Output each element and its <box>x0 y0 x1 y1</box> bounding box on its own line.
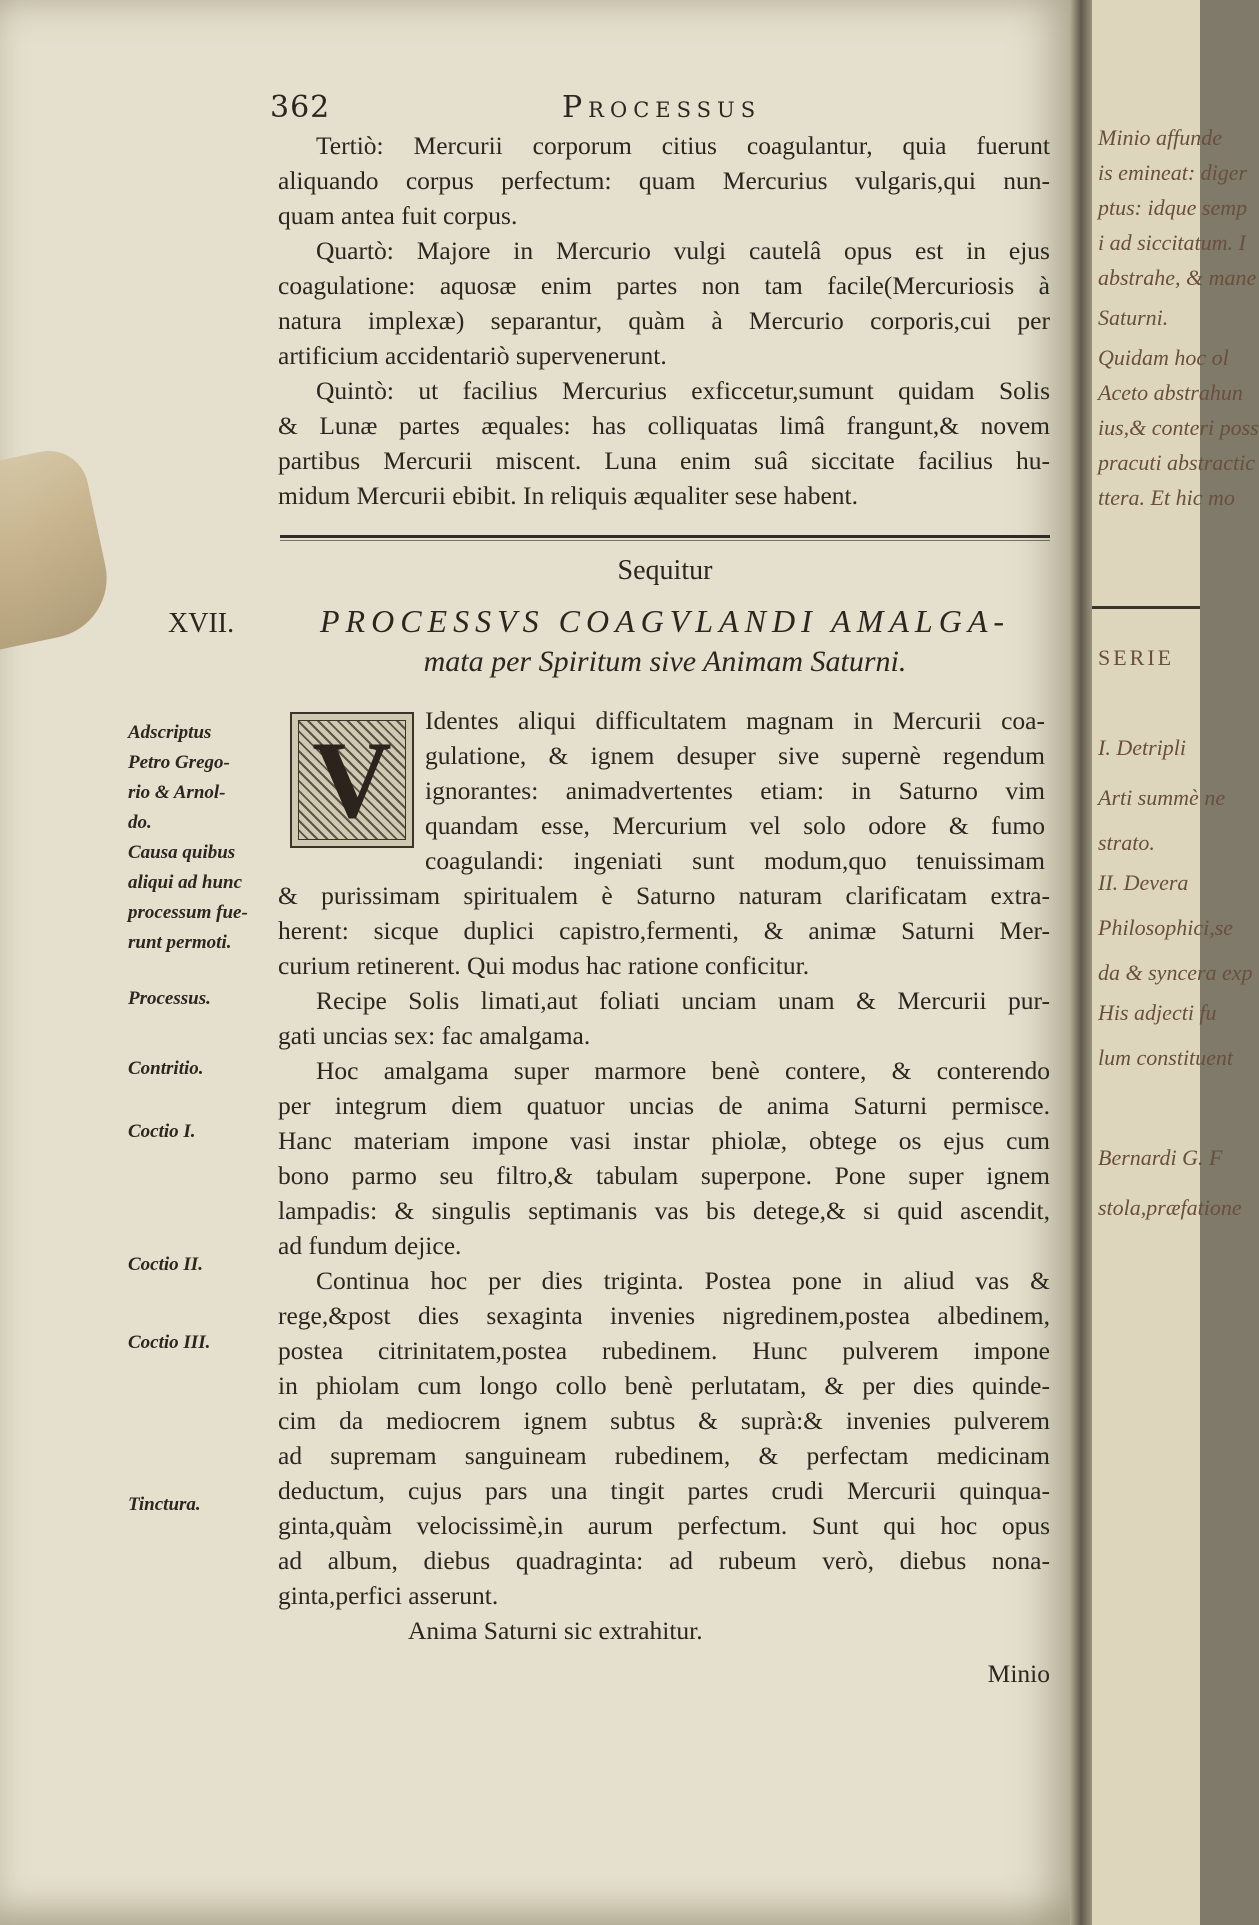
text-line: Quintò: ut facilius Mercurius exficcetur,sumunt quidam Solis <box>316 376 1050 405</box>
page-number: 362 <box>270 90 331 125</box>
text-line: herent: sicque duplici capistro,fermenti, & animæ Saturni Mer- <box>278 916 1050 945</box>
brush-artifact <box>0 444 118 652</box>
text-line: ad album, diebus quadraginta: ad rubeum verò, diebus nona- <box>278 1546 1050 1575</box>
facing-line: Philosophici,se <box>1098 915 1234 940</box>
text-line: quandam esse, Mercurium vel solo odore & fumo <box>425 811 1045 840</box>
text-line: gulatione, & ignem desuper sive supernè regendum <box>425 741 1045 770</box>
text-line: natura implexæ) separantur, quàm à Mercurio corporis,cui per <box>278 306 1050 335</box>
facing-heading: SERIE <box>1098 645 1175 670</box>
margin-note-coctio-1: Coctio I. <box>128 1121 196 1142</box>
facing-line: stola,præfatione <box>1098 1195 1242 1220</box>
facing-rule <box>1092 606 1200 609</box>
text-line: Tertiò: Mercurii corporum citius coagulantur, quia fuerunt <box>316 131 1050 160</box>
facing-line: His adjecti fu <box>1098 1000 1217 1025</box>
text-line: partibus Mercurii miscent. Luna enim suâ siccitate facilius hu- <box>278 446 1050 475</box>
section-intro: Sequitur <box>617 555 713 586</box>
margin-line: do. <box>128 812 152 833</box>
facing-line: ius,& conteri poss <box>1098 415 1259 440</box>
margin-line: Causa quibus <box>128 842 236 863</box>
body-text <box>278 878 1050 1691</box>
facing-line: Arti summè ne <box>1098 785 1226 810</box>
section-subtitle: mata per Spiritum sive Animam Saturni. <box>423 645 907 678</box>
ornamental-divider-thin <box>280 540 1050 541</box>
book-gutter <box>1070 0 1092 1925</box>
ornamental-divider <box>280 535 1050 538</box>
text-line: Continua hoc per dies triginta. Postea pone in aliud vas & <box>316 1266 1050 1295</box>
text-line: Hoc amalgama super marmore benè contere, & conterendo <box>316 1056 1050 1085</box>
text-line: & Lunæ partes æquales: has colliquatas limâ frangunt,& novem <box>278 411 1050 440</box>
facing-line: lum constituent <box>1098 1045 1234 1070</box>
section-title: PROCESSVS COAGVLANDI AMALGA- <box>320 603 1011 639</box>
text-line: artificium accidentariò supervenerunt. <box>278 341 667 370</box>
catchword: Minio <box>987 1659 1050 1688</box>
margin-line: Petro Grego- <box>128 752 230 773</box>
facing-page <box>1092 0 1259 1925</box>
margin-line: aliqui ad hunc <box>128 872 243 893</box>
margin-note-adscriptus <box>128 718 278 838</box>
margin-line: rio & Arnol- <box>128 782 226 803</box>
text-line: ginta,perfici asserunt. <box>278 1581 499 1610</box>
text-line: rege,&post dies sexaginta invenies nigredinem,postea albedinem, <box>278 1301 1050 1330</box>
text-line: postea citrinitatem,postea rubedinem. Hunc pulverem impone <box>278 1336 1050 1365</box>
text-line: bono parmo seu filtro,& tabulam superpone. Pone super ignem <box>278 1161 1050 1190</box>
text-line: per integrum diem quatuor uncias de anima Saturni permisce. <box>278 1091 1050 1120</box>
text-line: quam antea fuit corpus. <box>278 201 518 230</box>
facing-line: i ad siccitatum. I <box>1098 230 1246 255</box>
margin-note-coctio-3: Coctio III. <box>128 1332 211 1353</box>
text-line: aliquando corpus perfectum: quam Mercurius vulgaris,qui nun- <box>278 166 1050 195</box>
facing-line: Minio affunde <box>1098 125 1223 150</box>
margin-note-tinctura: Tinctura. <box>128 1494 201 1515</box>
facing-line: Quidam hoc ol <box>1098 345 1229 370</box>
margin-line: Adscriptus <box>128 722 212 743</box>
facing-line: Bernardi G. F <box>1098 1145 1223 1170</box>
text-line: midum Mercurii ebibit. In reliquis æqualiter sese habent. <box>278 481 858 510</box>
body-text-indented <box>425 703 1045 878</box>
facing-line: I. Detripli <box>1098 735 1186 760</box>
margin-note-processus: Processus. <box>128 988 211 1009</box>
facing-line: abstrahe, & mane <box>1098 265 1257 290</box>
section-number: XVII. <box>168 608 235 639</box>
margin-note-causa <box>128 838 278 958</box>
text-line: ad fundum dejice. <box>278 1231 462 1260</box>
facing-line: da & syncera exp <box>1098 960 1253 985</box>
facing-line: strato. <box>1098 830 1155 855</box>
text-line: cim da mediocrem ignem subtus & suprà:& invenies pulverem <box>278 1406 1050 1435</box>
text-line: ignorantes: animadvertentes etiam: in Saturno vim <box>425 776 1045 805</box>
text-line: Recipe Solis limati,aut foliati unciam unam & Mercurii pur- <box>316 986 1050 1015</box>
facing-line: pracuti abstractic <box>1098 450 1256 475</box>
facing-line: ttera. Et hic mo <box>1098 485 1235 510</box>
text-line: Quartò: Majore in Mercurio vulgi cautelâ opus est in ejus <box>316 236 1050 265</box>
text-line: ad supremam sanguineam rubedinem, & perfectam medicinam <box>278 1441 1050 1470</box>
text-line: curium retinerent. Qui modus hac ratione conficitur. <box>278 951 810 980</box>
text-line: lampadis: & singulis septimanis vas bis detege,& si quid ascendit, <box>278 1196 1050 1225</box>
text-line: deductum, cujus pars una tingit partes crudi Mercurii quinqua- <box>278 1476 1050 1505</box>
facing-line: is emineat: diger <box>1098 160 1248 185</box>
text-line: coagulatione: aquosæ enim partes non tam facile(Mercuriosis à <box>278 271 1050 300</box>
text-line: gati uncias sex: fac amalgama. <box>278 1021 591 1050</box>
text-line: ginta,quàm velocissimè,in aurum perfectum. Sunt qui hoc opus <box>278 1511 1050 1540</box>
text-line: & purissimam spiritualem è Saturno naturam clarificatam extra- <box>278 881 1050 910</box>
margin-line: runt permoti. <box>128 932 232 953</box>
margin-note-contritio: Contritio. <box>128 1058 204 1079</box>
facing-line: Saturni. <box>1098 305 1169 330</box>
text-line: in phiolam cum longo collo benè perlutatam, & per dies quinde- <box>278 1371 1050 1400</box>
facing-line: II. Devera <box>1098 870 1189 895</box>
page-header <box>270 90 1050 130</box>
margin-line: processum fue- <box>128 902 248 923</box>
text-line: Anima Saturni sic extrahitur. <box>408 1616 703 1645</box>
facing-line: ptus: idque semp <box>1098 195 1248 220</box>
margin-note-coctio-2: Coctio II. <box>128 1254 203 1275</box>
text-line: Identes aliqui difficultatem magnam in Mercurii coa- <box>425 706 1045 735</box>
facing-line: Aceto abstrahun <box>1098 380 1243 405</box>
decorated-initial <box>290 712 414 848</box>
text-line: Hanc materiam impone vasi instar phiolæ, obtege os ejus cum <box>278 1126 1050 1155</box>
top-text <box>278 128 1050 513</box>
initial-letter: V <box>312 719 392 841</box>
running-head: Processus <box>562 90 762 125</box>
text-line: coagulandi: ingeniati sunt modum,quo tenuissimam <box>425 846 1045 875</box>
